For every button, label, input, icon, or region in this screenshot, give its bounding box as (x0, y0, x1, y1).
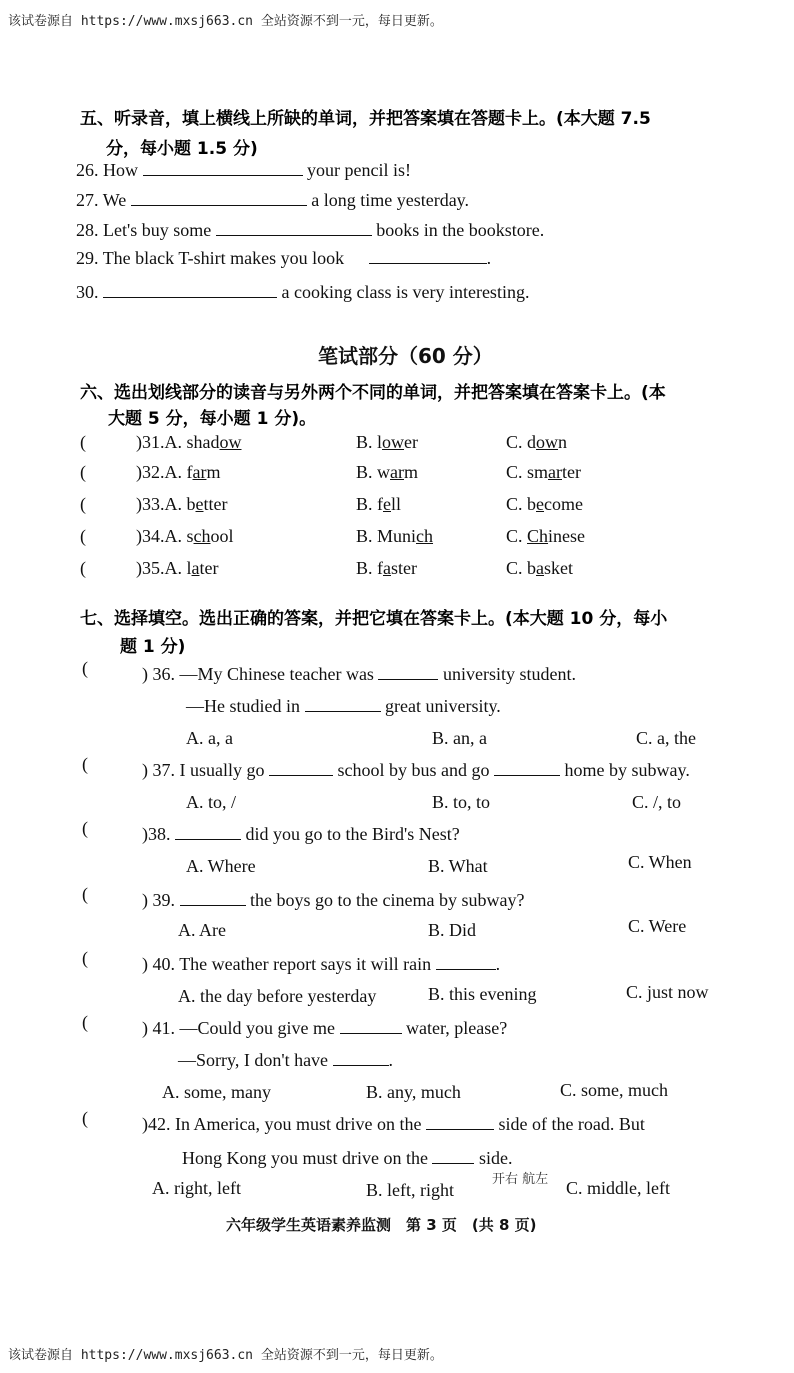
question-36-line2 (186, 696, 501, 717)
option-b[interactable] (356, 526, 433, 547)
question-29 (76, 248, 491, 269)
section5-heading-line1: 五、听录音，填上横线上所缺的单词，并把答案填在答题卡上。(本大题 7.5 (80, 109, 651, 129)
question-38 (142, 824, 460, 845)
option-b[interactable]: B. any, much (366, 1082, 461, 1102)
question-number: 29. (76, 248, 99, 268)
answer-blank[interactable] (378, 665, 438, 680)
answer-blank[interactable] (494, 761, 560, 776)
question-text: The black T-shirt makes you look (102, 248, 345, 268)
option-b[interactable] (356, 432, 418, 453)
option-text: ter (562, 462, 581, 482)
option-c[interactable] (506, 432, 567, 453)
answer-blank[interactable] (143, 161, 303, 176)
option-b[interactable]: B. this evening (428, 984, 537, 1004)
question-text: . (495, 954, 501, 974)
question-number: 27. (76, 190, 99, 210)
option-a[interactable] (136, 462, 221, 483)
option-a[interactable] (136, 432, 242, 453)
option-c[interactable] (506, 558, 573, 579)
question-number: ) 41. (142, 1018, 175, 1038)
option-b[interactable]: B. an, a (432, 728, 487, 748)
option-text: C. d (506, 432, 537, 452)
underlined-part: ar (192, 462, 207, 482)
underlined-part: Ch (527, 526, 549, 546)
option-text: C. (506, 526, 528, 546)
option-c[interactable] (506, 526, 585, 547)
option-c[interactable]: C. Were (628, 916, 687, 936)
page-footer: 六年级学生英语素养监测 第 3 页 (共 8 页) (226, 1216, 537, 1234)
question-number: 28. (76, 220, 99, 240)
option-b[interactable] (356, 462, 418, 483)
question-41-line1 (142, 1018, 507, 1039)
option-text: B. Muni (356, 526, 417, 546)
question-text: I usually go (179, 760, 265, 780)
underlined-part: ow (219, 432, 242, 452)
question-42-line1 (142, 1114, 645, 1135)
question-36-line1 (142, 664, 576, 685)
section7-heading-line2: 题 1 分) (120, 637, 186, 657)
question-39 (142, 890, 524, 911)
question-28 (76, 220, 544, 241)
answer-bracket[interactable]: ( (82, 1012, 88, 1032)
question-text: your pencil is! (307, 160, 411, 180)
option-text: ool (210, 526, 234, 546)
option-text: A. l (164, 558, 192, 578)
underlined-part: ar (548, 462, 562, 482)
question-number: ) 40. (142, 954, 175, 974)
underlined-part: e (383, 494, 391, 514)
option-c[interactable]: C. a, the (636, 728, 696, 748)
section6-heading-line1: 六、选出划线部分的读音与另外两个不同的单词，并把答案填在答案卡上。(本 (80, 383, 666, 403)
answer-bracket[interactable]: ( (80, 432, 86, 452)
question-number: ) 37. (142, 760, 175, 780)
option-text: B. f (356, 558, 383, 578)
question-text: home by subway. (564, 760, 690, 780)
question-text: a long time yesterday. (311, 190, 470, 210)
answer-bracket[interactable]: ( (80, 494, 86, 514)
option-text: A. shad (164, 432, 220, 452)
answer-blank[interactable] (426, 1115, 494, 1130)
option-text: ster (391, 558, 417, 578)
option-c[interactable] (506, 462, 581, 483)
option-text: C. b (506, 494, 537, 514)
question-number: ) 39. (142, 890, 175, 910)
question-text: How (103, 160, 138, 180)
question-41-line2 (178, 1050, 393, 1071)
question-text: did you go to the Bird's Nest? (245, 824, 460, 844)
question-text: side. (478, 1148, 513, 1168)
option-text: A. b (164, 494, 196, 514)
answer-blank[interactable] (432, 1149, 474, 1164)
question-37 (142, 760, 690, 781)
section7-heading-line1: 七、选择填空。选出正确的答案，并把它填在答案卡上。(本大题 10 分，每小 (80, 609, 668, 629)
section5-heading-line2: 分，每小题 1.5 分) (106, 139, 258, 159)
question-number: 26. (76, 160, 99, 180)
option-a[interactable] (136, 558, 218, 579)
question-text: university student. (442, 664, 576, 684)
option-text: B. l (356, 432, 383, 452)
option-text: m (404, 462, 419, 482)
option-c[interactable]: C. /, to (632, 792, 682, 812)
handwritten-note: 开右 航左 (492, 1172, 549, 1187)
underlined-part: a (191, 558, 200, 578)
question-text: —He studied in (186, 696, 300, 716)
option-c[interactable]: C. middle, left (566, 1178, 670, 1198)
answer-blank[interactable] (333, 1051, 389, 1066)
underlined-part: e (195, 494, 204, 514)
option-a[interactable] (136, 494, 228, 515)
watermark-top: 该试卷源自 https://www.mxsj663.cn 全站资源不到一元，每日更新。 (8, 14, 443, 29)
question-text: books in the bookstore. (376, 220, 545, 240)
option-text: er (404, 432, 418, 452)
option-text: C. sm (506, 462, 549, 482)
answer-bracket[interactable]: ( (82, 948, 88, 968)
option-c[interactable]: C. some, much (560, 1080, 668, 1100)
answer-blank[interactable] (305, 697, 381, 712)
question-number: ) 36. (142, 664, 175, 684)
option-text: A. f (164, 462, 193, 482)
option-text: tter (203, 494, 228, 514)
answer-bracket[interactable]: ( (80, 558, 86, 578)
question-number: )35. (136, 558, 165, 578)
question-text: great university. (385, 696, 501, 716)
option-a[interactable]: A. a, a (186, 728, 233, 748)
answer-bracket[interactable]: ( (80, 526, 86, 546)
question-40 (142, 954, 500, 975)
question-text: In America, you must drive on the (175, 1114, 422, 1134)
option-text: ter (199, 558, 219, 578)
question-text: Hong Kong you must drive on the (182, 1148, 428, 1168)
question-text: a cooking class is very interesting. (281, 282, 530, 302)
question-text: —Sorry, I don't have (178, 1050, 329, 1070)
question-number: )42. (142, 1114, 171, 1134)
question-number: )34. (136, 526, 165, 546)
option-text: B. f (356, 494, 383, 514)
option-b[interactable]: B. left, right (366, 1180, 454, 1200)
option-text: sket (544, 558, 574, 578)
option-c[interactable]: C. just now (626, 982, 709, 1002)
answer-blank[interactable] (269, 761, 333, 776)
option-text: n (558, 432, 568, 452)
option-text: inese (548, 526, 586, 546)
written-part-title: 笔试部分（60 分） (318, 344, 493, 368)
answer-blank[interactable] (340, 1019, 402, 1034)
option-b[interactable]: B. What (428, 856, 488, 876)
question-text: school by bus and go (337, 760, 490, 780)
answer-bracket[interactable]: ( (80, 462, 86, 482)
option-text: C. b (506, 558, 537, 578)
option-b[interactable] (356, 494, 401, 515)
answer-bracket[interactable]: ( (82, 818, 88, 838)
question-text: . (486, 248, 492, 268)
underlined-part: a (383, 558, 391, 578)
question-text: Let's buy some (103, 220, 212, 240)
answer-blank[interactable] (131, 191, 307, 206)
underlined-part: ch (193, 526, 211, 546)
question-number: )38. (142, 824, 171, 844)
option-c[interactable]: C. When (628, 852, 692, 872)
option-text: ll (391, 494, 402, 514)
question-number: )32. (136, 462, 165, 482)
answer-blank[interactable] (103, 283, 277, 298)
underlined-part: ch (416, 526, 434, 546)
answer-blank[interactable] (175, 825, 241, 840)
answer-bracket[interactable]: ( (82, 884, 88, 904)
question-number: )33. (136, 494, 165, 514)
underlined-part: a (536, 558, 545, 578)
underlined-part: e (536, 494, 545, 514)
answer-bracket[interactable]: ( (82, 1108, 88, 1128)
underlined-part: ow (382, 432, 405, 452)
answer-blank[interactable] (369, 249, 487, 264)
answer-blank[interactable] (180, 891, 246, 906)
question-text: side of the road. But (498, 1114, 645, 1134)
answer-blank[interactable] (216, 221, 372, 236)
question-number: )31. (136, 432, 165, 452)
question-text: —Could you give me (179, 1018, 335, 1038)
option-text: A. s (164, 526, 194, 546)
option-a[interactable]: A. to, / (186, 792, 237, 812)
option-a[interactable]: A. right, left (152, 1178, 241, 1198)
option-c[interactable] (506, 494, 583, 515)
question-27 (76, 190, 469, 211)
question-30 (76, 282, 529, 303)
option-a[interactable]: A. Where (186, 856, 256, 876)
question-42-line2 (182, 1148, 512, 1169)
question-text: . (388, 1050, 394, 1070)
option-b[interactable]: B. Did (428, 920, 477, 940)
option-text: m (206, 462, 221, 482)
option-text: come (544, 494, 583, 514)
question-text: The weather report says it will rain (179, 954, 432, 974)
question-number: 30. (76, 282, 99, 302)
question-26 (76, 160, 411, 181)
option-a[interactable]: A. the day before yesterday (178, 986, 377, 1006)
option-text: B. w (356, 462, 391, 482)
option-b[interactable]: B. to, to (432, 792, 491, 812)
underlined-part: ow (536, 432, 559, 452)
option-a[interactable]: A. some, many (162, 1082, 271, 1102)
section6-heading-line2: 大题 5 分，每小题 1 分)。 (108, 409, 317, 429)
option-a[interactable] (136, 526, 234, 547)
option-a[interactable]: A. Are (178, 920, 226, 940)
question-text: the boys go to the cinema by subway? (250, 890, 525, 910)
underlined-part: ar (390, 462, 404, 482)
question-text: water, please? (406, 1018, 508, 1038)
question-text: —My Chinese teacher was (179, 664, 374, 684)
question-text: We (102, 190, 127, 210)
answer-blank[interactable] (436, 955, 496, 970)
answer-bracket[interactable]: ( (82, 754, 88, 774)
option-b[interactable] (356, 558, 417, 579)
answer-bracket[interactable]: ( (82, 658, 88, 678)
watermark-bottom: 该试卷源自 https://www.mxsj663.cn 全站资源不到一元，每日更新。 (8, 1348, 443, 1363)
